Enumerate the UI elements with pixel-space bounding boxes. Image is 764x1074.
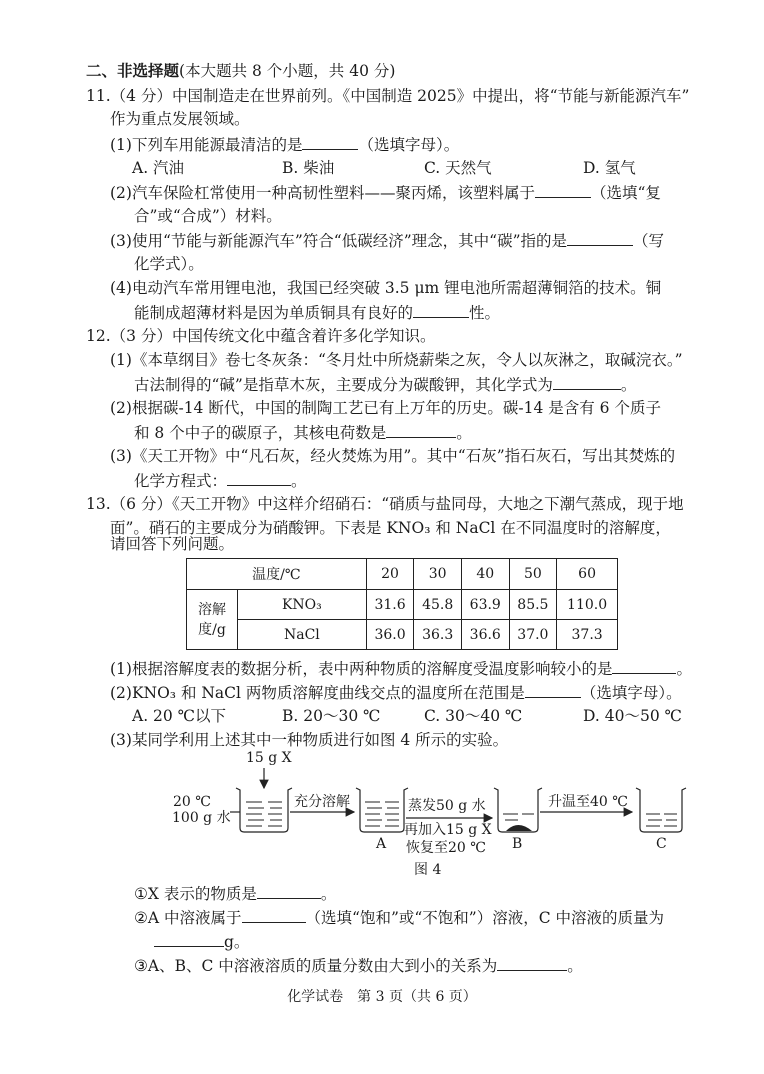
table-header-cell: 30 bbox=[414, 559, 462, 590]
q11-option-b: B. 柴油 bbox=[282, 159, 335, 177]
q11-option-d: D. 氢气 bbox=[583, 159, 636, 177]
answer-blank[interactable] bbox=[553, 373, 621, 390]
table-cell: 36.0 bbox=[366, 620, 414, 650]
q11-part3-cont: 化学式）。 bbox=[134, 255, 204, 273]
q11-part2: (2)汽车保险杠常使用一种高韧性塑料——聚丙烯，该塑料属于 （选填“复 bbox=[110, 181, 661, 204]
table-cell: 36.3 bbox=[414, 620, 462, 650]
q13-sub1: ①X 表示的物质是 。 bbox=[134, 882, 336, 905]
answer-blank[interactable] bbox=[567, 229, 633, 246]
table-cell: 37.3 bbox=[557, 620, 618, 650]
fig-step1: 充分溶解 bbox=[294, 794, 350, 810]
q13-stem-line1: 13.（6 分）《天工开物》中这样介绍硝石：“硝质与盐同母，大地之下潮气蒸成，现于地 bbox=[86, 495, 684, 513]
table-cell: 110.0 bbox=[557, 590, 618, 620]
q13-option-c: C. 30～40 ℃ bbox=[424, 707, 523, 725]
answer-blank[interactable] bbox=[227, 469, 291, 486]
q12-part1-cont: 古法制得的“碱”是指草木灰，主要成分为碳酸钾，其化学式为 。 bbox=[134, 373, 636, 396]
table-header-cell: 50 bbox=[509, 559, 557, 590]
table-cell: 37.0 bbox=[509, 620, 557, 650]
table-cell: 63.9 bbox=[461, 590, 509, 620]
q13-option-d: D. 40～50 ℃ bbox=[583, 707, 682, 725]
q12-part3-cont: 化学方程式： 。 bbox=[134, 469, 307, 492]
answer-blank[interactable] bbox=[535, 181, 591, 198]
fig-add-label: 15 g X bbox=[246, 750, 292, 766]
answer-blank[interactable] bbox=[242, 906, 306, 923]
beaker-start bbox=[236, 788, 292, 832]
beaker-start-liquid bbox=[246, 802, 282, 826]
answer-blank[interactable] bbox=[154, 930, 224, 947]
q12-stem: 12.（3 分）中国传统文化中蕴含着许多化学知识。 bbox=[86, 327, 436, 345]
q13-option-b: B. 20～30 ℃ bbox=[282, 707, 381, 725]
section-note: (本大题共 8 个小题，共 40 分) bbox=[179, 62, 396, 80]
beaker-a bbox=[356, 788, 408, 832]
answer-blank[interactable] bbox=[386, 421, 456, 438]
table-header-cell: 20 bbox=[366, 559, 414, 590]
q11-stem-line2: 作为重点发展领域。 bbox=[110, 110, 250, 128]
answer-blank[interactable] bbox=[413, 301, 469, 318]
table-cell: 85.5 bbox=[509, 590, 557, 620]
section-title: 二、非选择题 bbox=[86, 61, 180, 80]
q13-sub3: ③A、B、C 中溶液溶质的质量分数由大到小的关系为 。 bbox=[134, 954, 583, 977]
fig-label-b: B bbox=[512, 836, 523, 852]
table-substance-cell: KNO₃ bbox=[238, 590, 367, 620]
beaker-b-solid bbox=[506, 825, 532, 831]
answer-blank[interactable] bbox=[612, 657, 676, 674]
q11-part4-cont: 能制成超薄材料是因为单质铜具有良好的 性。 bbox=[134, 301, 500, 324]
fig-start-water: 100 g 水 bbox=[172, 810, 231, 826]
table-row bbox=[187, 620, 618, 650]
table-header-temperature: 温度/℃ bbox=[187, 559, 367, 590]
q13-part1: (1)根据溶解度表的数据分析，表中两种物质的溶解度受温度影响较小的是 。 bbox=[110, 657, 692, 680]
page-footer: 化学试卷 第 3 页（共 6 页） bbox=[287, 989, 477, 1005]
table-cell: 31.6 bbox=[366, 590, 414, 620]
q12-part3: (3)《天工开物》中“凡石灰，经火焚炼为用”。其中“石灰”指石灰石，写出其焚炼的 bbox=[110, 447, 676, 465]
q12-part2-cont: 和 8 个中子的碳原子，其核电荷数是 。 bbox=[134, 421, 472, 444]
table-row-label: 溶解 度/g bbox=[187, 590, 238, 650]
fig-label-a: A bbox=[376, 836, 387, 852]
q11-stem-line1: 11.（4 分）中国制造走在世界前列。《中国制造 2025》中提出，将“节能与新能源汽车” bbox=[86, 87, 690, 105]
q11-part3: (3)使用“节能与新能源汽车”符合“低碳经济”理念，其中“碳”指的是 （写 bbox=[110, 229, 664, 252]
q12-part2: (2)根据碳-14 断代，中国的制陶工艺已有上万年的历史。碳-14 是含有 6 个质子 bbox=[110, 399, 661, 417]
section-heading bbox=[86, 60, 395, 82]
beaker-a-liquid bbox=[365, 802, 399, 826]
q11-option-a: A. 汽油 bbox=[132, 159, 185, 177]
q11-part4: (4)电动汽车常用锂电池，我国已经突破 3.5 μm 锂电池所需超薄铜箔的技术。铜 bbox=[110, 279, 662, 297]
answer-blank[interactable] bbox=[525, 681, 581, 698]
table-cell: 36.6 bbox=[461, 620, 509, 650]
q11-part1: (1)下列车用能源最清洁的是 （选填字母）。 bbox=[110, 133, 459, 156]
table-cell: 45.8 bbox=[414, 590, 462, 620]
beaker-c bbox=[636, 788, 686, 832]
q12-part1: (1)《本草纲目》卷七冬灰条：“冬月灶中所烧薪柴之灰，令人以灰淋之，取碱浣衣。” bbox=[110, 351, 683, 369]
fig-step2c: 恢复至20 ℃ bbox=[406, 840, 486, 856]
fig-caption: 图 4 bbox=[414, 862, 442, 878]
q11-option-c: C. 天然气 bbox=[424, 159, 492, 177]
q13-option-a: A. 20 ℃以下 bbox=[132, 707, 227, 725]
fig-step3: 升温至40 ℃ bbox=[548, 794, 628, 810]
fig-label-c: C bbox=[656, 836, 667, 852]
q13-sub2-cont: g。 bbox=[154, 930, 249, 953]
q13-stem-line2: 面”。硝石的主要成分为硝酸钾。下表是 KNO₃ 和 NaCl 在不同温度时的溶解度， bbox=[110, 519, 671, 537]
answer-blank[interactable] bbox=[302, 133, 358, 150]
q13-part2: (2)KNO₃ 和 NaCl 两物质溶解度曲线交点的温度所在范围是 （选填字母）。 bbox=[110, 681, 682, 704]
q13-sub2: ②A 中溶液属于 （选填“饱和”或“不饱和”）溶液，C 中溶液的质量为 bbox=[134, 906, 664, 929]
solubility-table bbox=[186, 558, 618, 650]
fig-step2: 蒸发50 g 水 bbox=[408, 798, 486, 814]
q13-stem-line3: 请回答下列问题。 bbox=[110, 535, 235, 553]
fig-start-temp: 20 ℃ bbox=[173, 794, 211, 810]
beaker-b-liquid bbox=[503, 814, 534, 820]
table-substance-cell: NaCl bbox=[238, 620, 367, 650]
q13-part3: (3)某同学利用上述其中一种物质进行如图 4 所示的实验。 bbox=[110, 731, 509, 749]
table-row bbox=[187, 590, 618, 620]
fig-step2b: 再加入15 g X bbox=[404, 822, 492, 838]
beaker-c-liquid bbox=[646, 814, 677, 826]
answer-blank[interactable] bbox=[497, 954, 567, 971]
table-header-cell: 60 bbox=[557, 559, 618, 590]
answer-blank[interactable] bbox=[257, 882, 321, 899]
experiment-figure bbox=[0, 748, 764, 878]
q11-part2-cont: 合”或“合成”）材料。 bbox=[134, 207, 282, 225]
table-header-cell: 40 bbox=[461, 559, 509, 590]
